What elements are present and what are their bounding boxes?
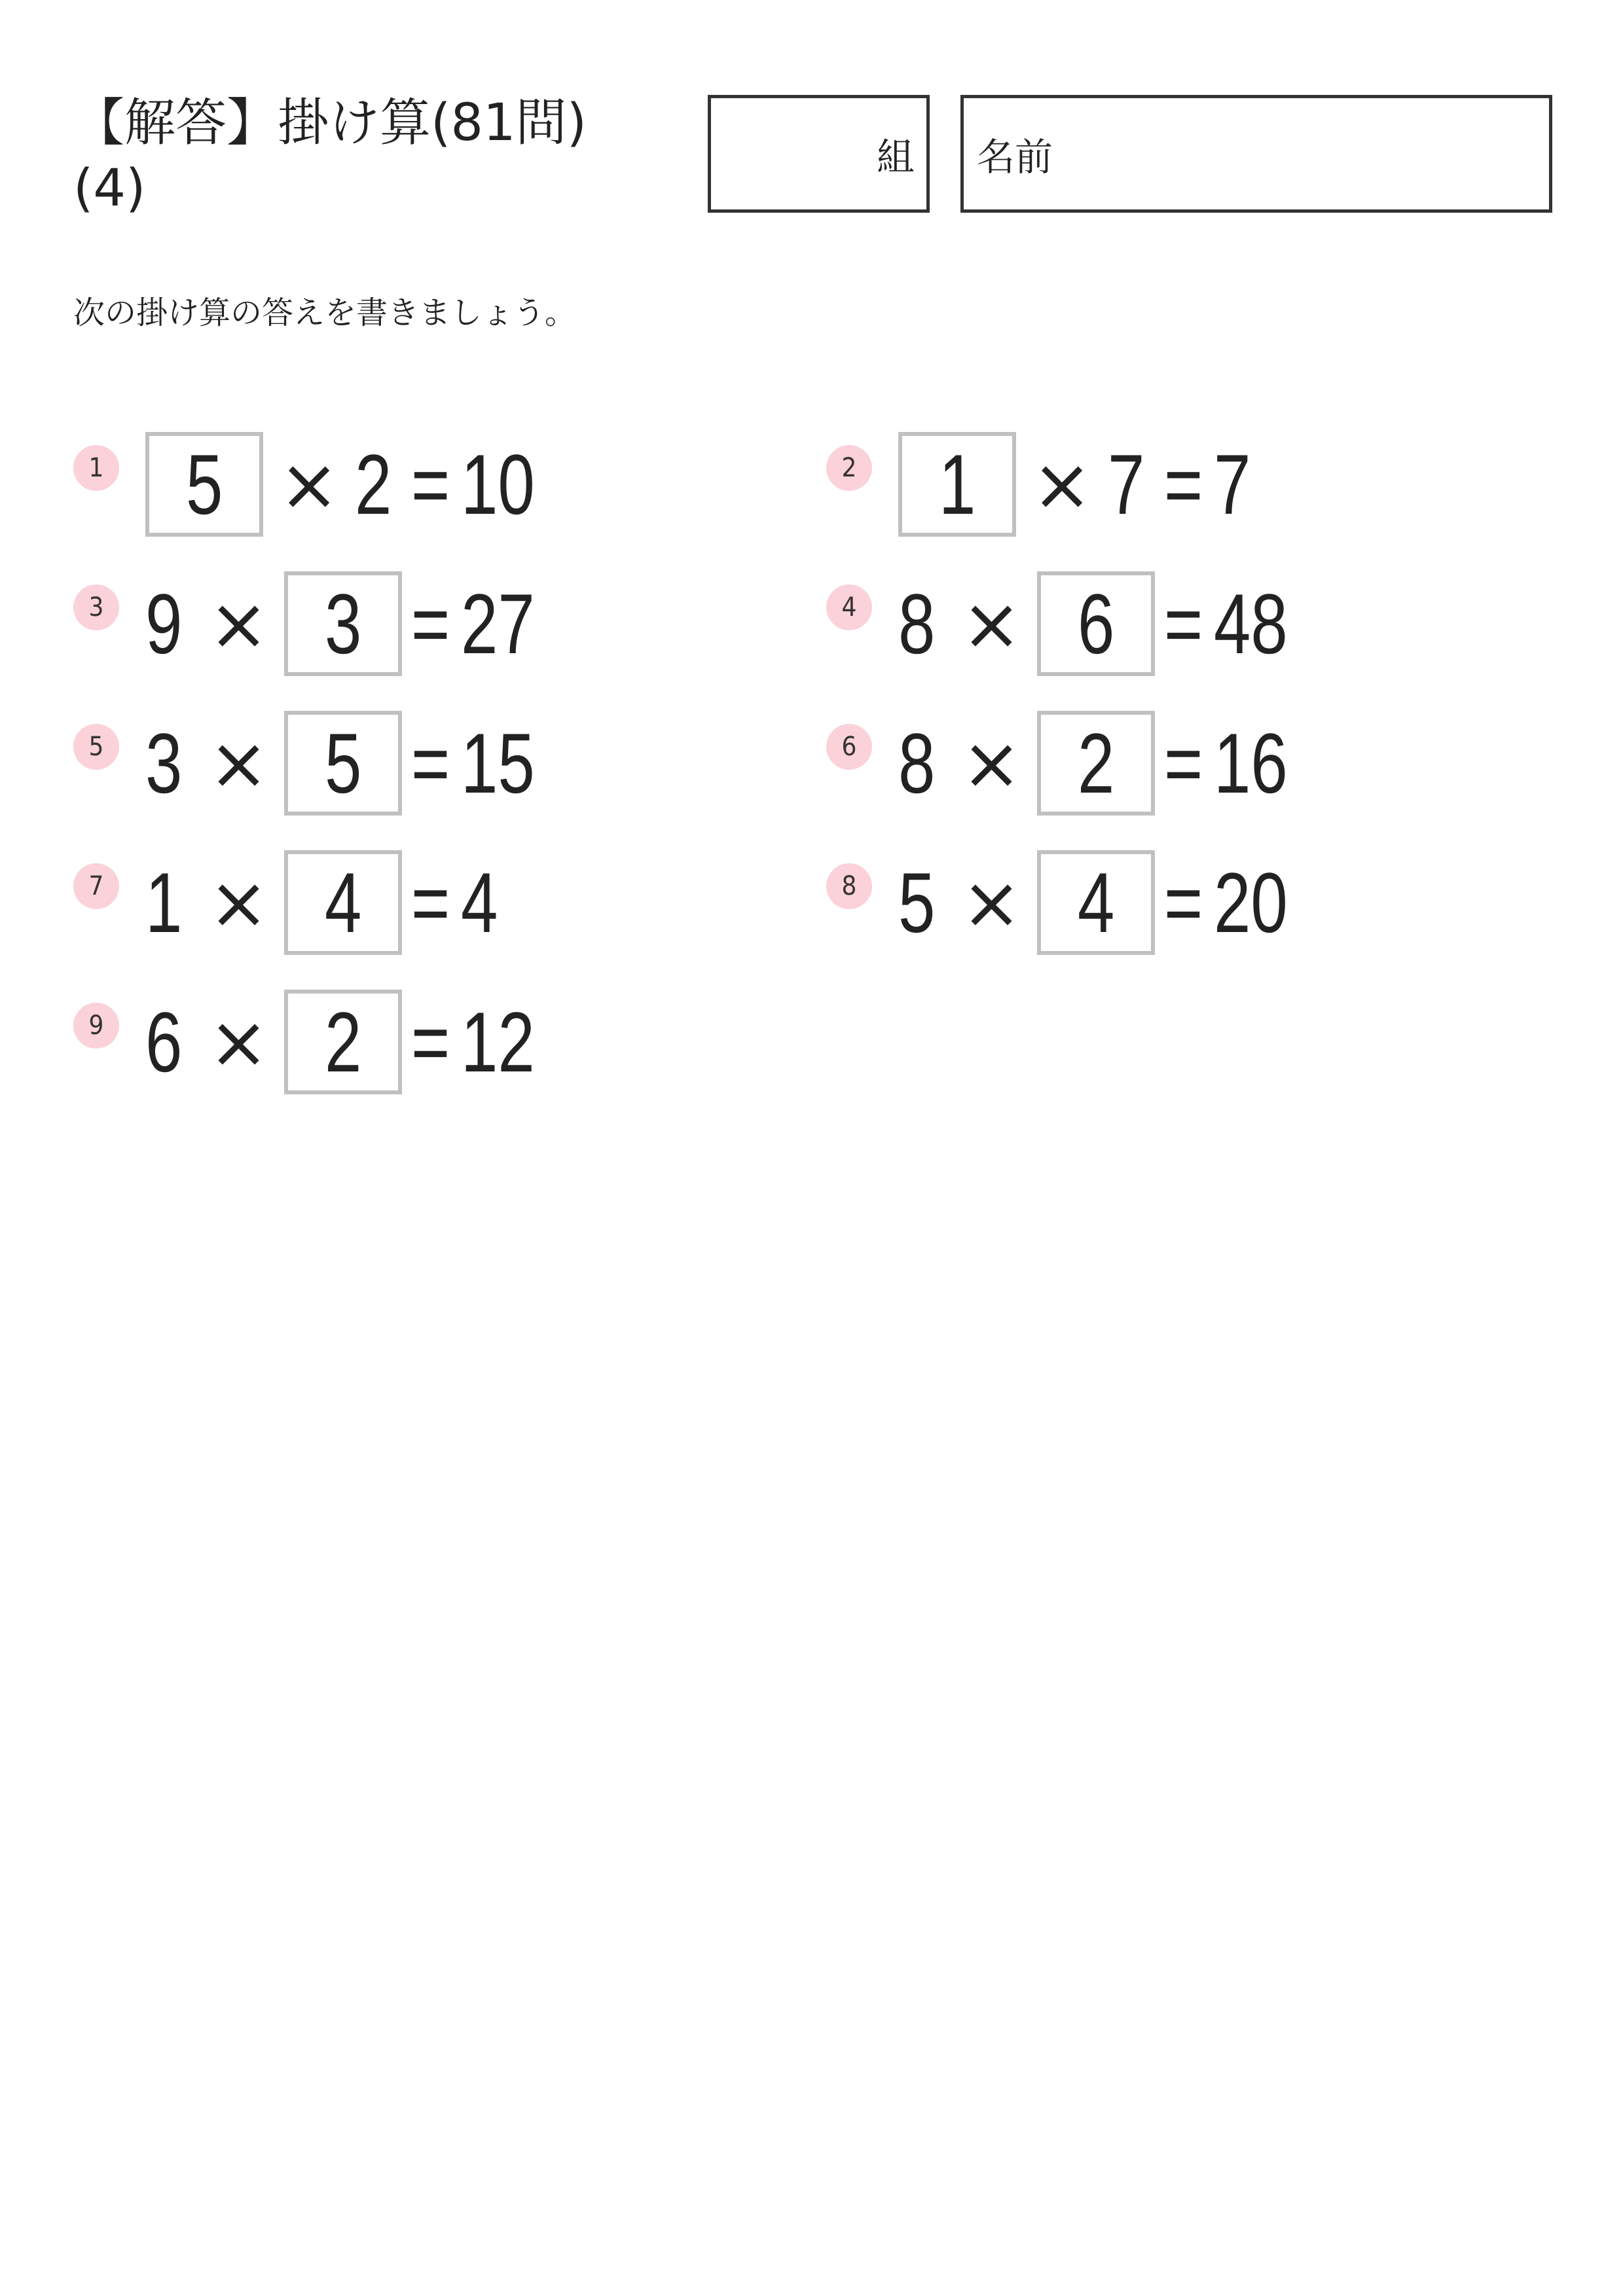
equals-sign: = xyxy=(1164,437,1203,532)
operand-a: 8 xyxy=(898,715,936,811)
operand-a: 3 xyxy=(145,715,183,811)
operand-a: 1 xyxy=(145,855,183,950)
times-sign: × xyxy=(961,721,1022,805)
equals-sign: = xyxy=(1164,855,1203,950)
times-sign: × xyxy=(208,582,269,666)
equation xyxy=(145,986,556,1098)
equation xyxy=(145,708,556,819)
answer-box xyxy=(1037,571,1155,676)
name-field[interactable] xyxy=(960,95,1552,213)
result-value: 15 xyxy=(461,715,536,811)
times-sign: × xyxy=(208,861,269,944)
equals-sign: = xyxy=(411,576,450,672)
answer-value: 4 xyxy=(1078,855,1115,950)
operand-a: 6 xyxy=(145,994,183,1090)
answer-value: 2 xyxy=(1078,715,1115,811)
answer-value: 5 xyxy=(325,715,362,811)
problem-number-badge: 6 xyxy=(826,724,872,770)
answer-value: 2 xyxy=(325,994,362,1090)
answer-box xyxy=(284,850,402,955)
equation xyxy=(145,429,556,540)
times-sign: × xyxy=(961,861,1022,944)
result-value: 4 xyxy=(461,855,498,950)
class-label: 組 xyxy=(876,135,915,179)
page-title xyxy=(73,90,587,221)
equals-sign: = xyxy=(411,437,450,532)
title-line-2: (4) xyxy=(73,159,146,218)
equals-sign: = xyxy=(1164,576,1203,672)
operand-a: 8 xyxy=(898,576,936,672)
problem-number-badge: 3 xyxy=(73,584,119,630)
problem-number-badge: 1 xyxy=(73,445,119,491)
result-value: 48 xyxy=(1214,576,1288,672)
equals-sign: = xyxy=(411,994,450,1090)
problem-number-badge: 4 xyxy=(826,584,872,630)
title-line-1: 【解答】掛け算(81問) xyxy=(73,94,587,152)
answer-value: 4 xyxy=(325,855,362,950)
answer-value: 1 xyxy=(938,437,976,532)
equation xyxy=(898,708,1309,819)
answer-value: 3 xyxy=(325,576,362,672)
answer-box xyxy=(284,990,402,1094)
problem-number-badge: 8 xyxy=(826,863,872,909)
answer-box xyxy=(1037,850,1155,955)
equation xyxy=(145,847,509,958)
operand-b: 2 xyxy=(355,437,392,532)
answer-box xyxy=(145,432,263,537)
answer-box xyxy=(898,432,1016,537)
result-value: 7 xyxy=(1214,437,1251,532)
equation xyxy=(145,568,556,679)
equation xyxy=(898,429,1262,540)
equals-sign: = xyxy=(1164,715,1203,811)
problem-number-badge: 7 xyxy=(73,863,119,909)
result-value: 16 xyxy=(1214,715,1288,811)
answer-value: 6 xyxy=(1078,576,1115,672)
answer-box xyxy=(1037,711,1155,816)
result-value: 27 xyxy=(461,576,536,672)
equation xyxy=(898,568,1309,679)
operand-b: 7 xyxy=(1108,437,1145,532)
equals-sign: = xyxy=(411,715,450,811)
equation xyxy=(898,847,1309,958)
problem-number-badge: 9 xyxy=(73,1003,119,1049)
answer-box xyxy=(284,571,402,676)
result-value: 10 xyxy=(461,437,536,532)
times-sign: × xyxy=(208,721,269,805)
result-value: 20 xyxy=(1214,855,1288,950)
answer-box xyxy=(284,711,402,816)
operand-a: 9 xyxy=(145,576,183,672)
operand-a: 5 xyxy=(898,855,936,950)
times-sign: × xyxy=(208,1000,269,1084)
times-sign: × xyxy=(279,442,340,526)
instruction-text: 次の掛け算の答えを書きましょう。 xyxy=(73,295,577,331)
times-sign: × xyxy=(1032,442,1093,526)
answer-value: 5 xyxy=(185,437,223,532)
result-value: 12 xyxy=(461,994,536,1090)
problem-number-badge: 5 xyxy=(73,724,119,770)
class-field[interactable] xyxy=(708,95,930,213)
name-label: 名前 xyxy=(977,135,1053,179)
times-sign: × xyxy=(961,582,1022,666)
problem-number-badge: 2 xyxy=(826,445,872,491)
equals-sign: = xyxy=(411,855,450,950)
